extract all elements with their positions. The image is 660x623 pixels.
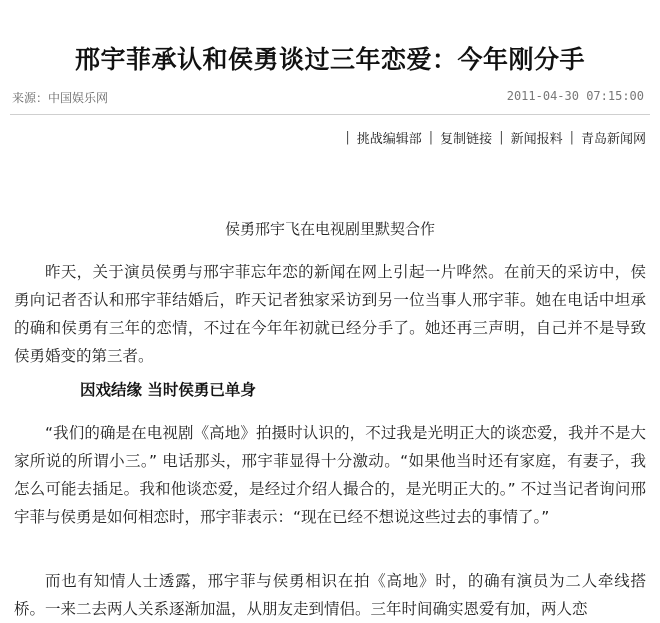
article-paragraph: “我们的确是在电视剧《高地》拍摄时认识的，不过我是光明正大的谈恋爱，我并不是大家所说的所谓小三。” 电话那头，邢宇菲显得十分激动。“如果他当时还有家庭，有妻子，我怎么可能去插足。我和他谈恋爱，是经过介绍人撮合的，是光明正大的。” 不过当记者询问邢宇菲与侯勇是如何相恋时，邢宇菲表示：“现在已经不想说这些过去的事情了。” [14,424,646,526]
toolbar-qingdao-news-link[interactable]: 青岛新闻网 [580,132,646,147]
toolbar-copy-link[interactable]: 复制链接 [440,132,493,147]
meta-divider [10,114,650,115]
image-caption: 侯勇邢宇飞在电视剧里默契合作 [224,220,435,238]
article-source: 来源：中国娱乐网 [12,91,109,105]
toolbar-separator: | [345,130,350,145]
article-toolbar [338,128,646,147]
article-paragraph: 昨天，关于演员侯勇与邢宇菲忘年恋的新闻在网上引起一片哗然。在前天的采访中，侯勇向记者否认和邢宇菲结婚后，昨天记者独家采访到另一位当事人邢宇菲。她在电话中坦承的确和侯勇有三年的恋情，不过在今年年初就已经分手了。她还再三声明，自己并不是导致侯勇婚变的第三者。 [14,263,646,365]
toolbar-separator: | [428,130,434,145]
article-datetime: 2011-04-30 07:15:00 [506,89,644,103]
toolbar-news-tip-link[interactable]: 新闻报料 [510,132,563,147]
article-subheading: 因戏结缘 当时侯勇已单身 [80,381,256,399]
article-paragraph: 而也有知情人士透露，邢宇菲与侯勇相识在拍《高地》时，的确有演员为二人牵线搭桥。一来二去两人关系逐渐加温，从朋友走到情侣。三年时间确实恩爱有加，两人恋 [14,572,646,618]
toolbar-challenge-editor-link[interactable]: 挑战编辑部 [356,132,422,147]
article-title: 邢宇菲承认和侯勇谈过三年恋爱：今年刚分手 [74,45,585,74]
toolbar-separator: | [569,130,574,145]
toolbar-separator: | [499,130,504,145]
